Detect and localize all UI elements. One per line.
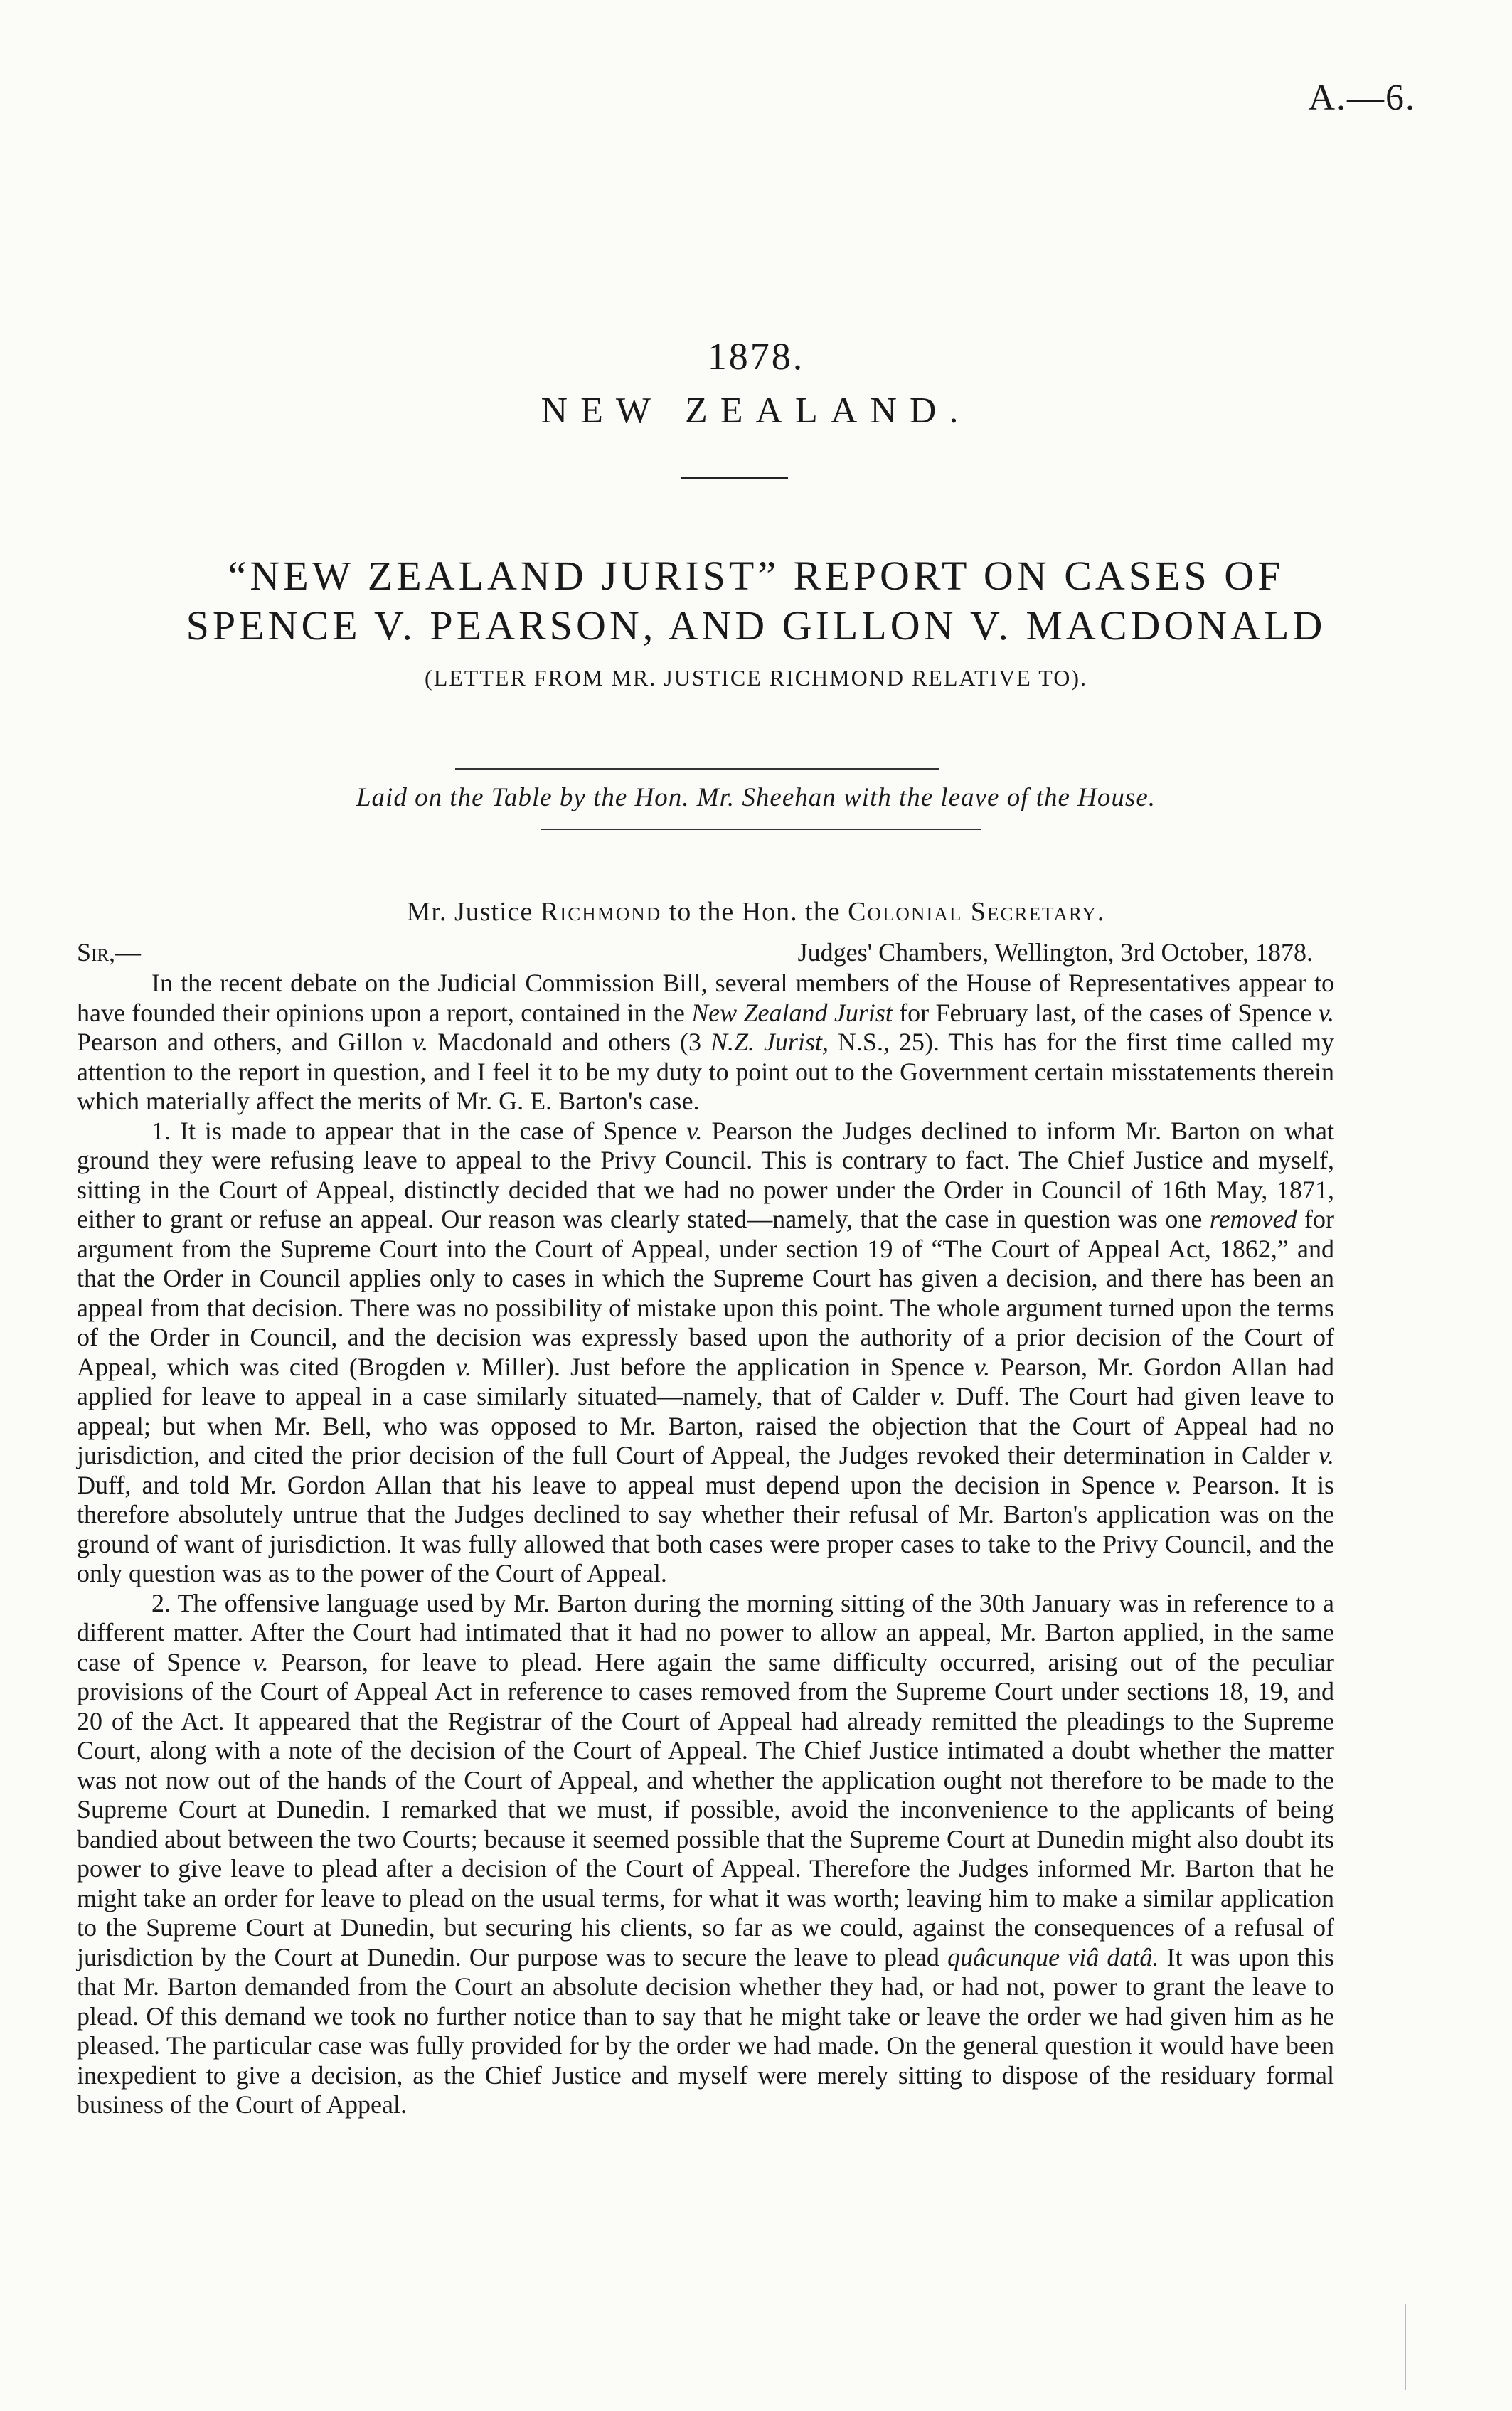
paragraph-intro: In the recent debate on the Judicial Commission Bill, several members of the House of Representatives appear to have founded their opinions upon a report, contained in the New Zealand Jurist for February last, of the cases of Spence v. Pearson and others, and Gillon v. Macdonald and others (3 N.Z. Jurist, N.S., 25). This has for the first time called my attention to the report in question, and I feel it to be my duty to point out to the Government certain misstatements therein which materially affect the merits of Mr. G. E. Barton's case. bbox=[77, 969, 1334, 1115]
divider-top bbox=[455, 768, 939, 770]
letter-address bbox=[0, 896, 1512, 927]
dateline: Judges' Chambers, Wellington, 3rd October, 1878. bbox=[797, 938, 1313, 967]
letter-body bbox=[77, 969, 1334, 2120]
year: 1878. bbox=[707, 335, 805, 378]
address-middle: to the Hon. the bbox=[669, 897, 841, 927]
address-from-prefix: Mr. Justice bbox=[406, 897, 533, 927]
paragraph-1: 1. It is made to appear that in the case of Spence v. Pearson the Judges declined to inform Mr. Barton on what ground they were refusing leave to appeal to the Privy Council. This is contrary to fact. The Chief Justice and myself, sitting in the Court of Appeal, distinctly decided that we had no power under the Order in Council of 16th May, 1871, either to grant or refuse an appeal. Our reason was clearly stated—namely, that the case in question was one removed for argument from the Supreme Court into the Court of Appeal, under section 19 of “The Court of Appeal Act, 1862,” and that the Order in Council applies only to cases in which the Supreme Court has given a decision, and there has been an appeal from that decision. There was no possibility of mistake upon this point. The whole argument turned upon the terms of the Order in Council, and the decision was expressly based upon the authority of a prior decision of the Court of Appeal, which was cited (Brogden v. Miller). Just before the application in Spence v. Pearson, Mr. Gordon Allan had applied for leave to appeal in a case similarly situated—namely, that of Calder v. Duff. The Court had given leave to appeal; but when Mr. Bell, who was opposed to Mr. Barton, raised the objection that the Court of Appeal had no jurisdiction, and cited the prior decision of the full Court of Appeal, the Judges revoked their determination in Calder v. Duff, and told Mr. Gordon Allan that his leave to appeal must depend upon the decision in Spence v. Pearson. It is therefore absolutely untrue that the Judges declined to say whether their refusal of Mr. Barton's application was on the ground of want of jurisdiction. It was fully allowed that both cases were proper cases to take to the Privy Council, and the only question was as to the power of the Court of Appeal. bbox=[77, 1116, 1334, 1587]
salutation: Sir,— bbox=[77, 938, 142, 967]
address-from-name: Richmond bbox=[540, 897, 662, 927]
divider-bottom bbox=[541, 829, 981, 830]
short-divider bbox=[681, 477, 788, 479]
document-title: “NEW ZEALAND JURIST” REPORT ON CASES OF SPENCE V. PEARSON, AND GILLON V. MACDONALD bbox=[186, 553, 1326, 649]
page-ref: A.—6. bbox=[1308, 78, 1416, 118]
laid-on-table-note: Laid on the Table by the Hon. Mr. Sheehan with the leave of the House. bbox=[356, 783, 1156, 812]
margin-mark bbox=[1405, 2304, 1406, 2390]
country-heading: NEW ZEALAND. bbox=[541, 390, 971, 431]
document-subtitle: (LETTER FROM MR. JUSTICE RICHMOND RELATIVE TO). bbox=[425, 665, 1087, 691]
address-to: Colonial Secretary. bbox=[848, 897, 1106, 927]
paragraph-2: 2. The offensive language used by Mr. Barton during the morning sitting of the 30th January was in reference to a different matter. After the Court had intimated that it had no power to allow an appeal, Mr. Barton applied, in the same case of Spence v. Pearson, for leave to plead. Here again the same difficulty occurred, arising out of the peculiar provisions of the Court of Appeal Act in reference to cases removed from the Supreme Court under sections 18, 19, and 20 of the Act. It appeared that the Registrar of the Court of Appeal had already remitted the pleadings to the Supreme Court, along with a note of the decision of the Court of Appeal. The Chief Justice intimated a doubt whether the matter was not now out of the hands of the Court of Appeal, and whether the application ought not therefore to be made to the Supreme Court at Dunedin. I remarked that we must, if possible, avoid the inconvenience to the applicants of being bandied about between the two Courts; because it seemed possible that the Supreme Court at Dunedin might also doubt its power to give leave to plead after a decision of the Court of Appeal. Therefore the Judges informed Mr. Barton that he might take an order for leave to plead on the usual terms, for what it was worth; leaving him to make a similar application to the Supreme Court at Dunedin, but securing his clients, so far as we could, against the consequences of a refusal of jurisdiction by the Court at Dunedin. Our purpose was to secure the leave to plead quâcunque viâ datâ. It was upon this that Mr. Barton demanded from the Court an absolute decision whether they had, or had not, power to grant the leave to plead. Of this demand we took no further notice than to say that he might take or leave the order we had given him as he pleased. The particular case was fully provided for by the order we had made. On the general question it would have been inexpedient to give a decision, as the Chief Justice and myself were merely sitting to dispose of the residuary formal business of the Court of Appeal. bbox=[77, 1588, 1335, 2119]
